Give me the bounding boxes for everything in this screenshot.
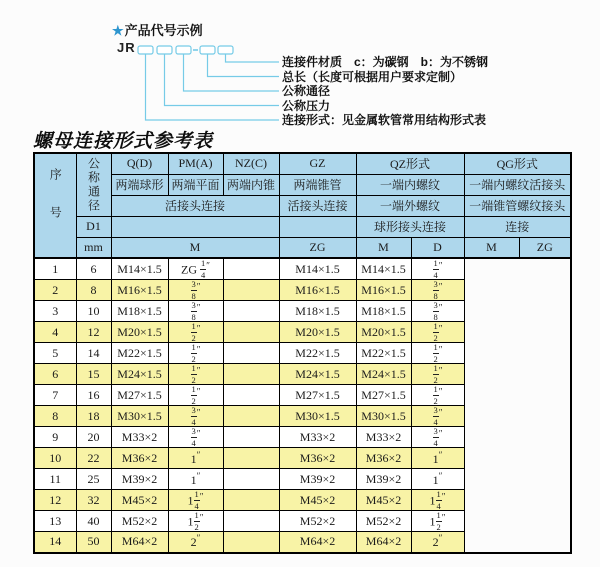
inch-mark: ″ bbox=[199, 491, 204, 502]
inch-mark: ″ bbox=[206, 260, 210, 271]
seq-cell: 10 bbox=[34, 448, 76, 469]
qg-zg-cell bbox=[411, 343, 464, 364]
qg-zg-cell bbox=[411, 322, 464, 343]
seq-header bbox=[34, 153, 76, 258]
qg-zg-cell: 1 $\frac{1}{4}$ ″ bbox=[411, 490, 464, 511]
qg-zg-cell: 1″ bbox=[411, 448, 464, 469]
m-thread-cell: M39×2 bbox=[111, 469, 168, 490]
fraction: $\frac{1}{2}$ bbox=[191, 363, 196, 385]
qg-m-cell: M18×1.5 bbox=[356, 301, 411, 322]
empty-header-cell bbox=[279, 216, 356, 237]
seq-cell: 12 bbox=[34, 490, 76, 511]
m-thread-cell: M52×2 bbox=[111, 511, 168, 532]
conn2-header-qg: 连接 bbox=[464, 216, 571, 237]
endtype-header-nzc: 两端内锥 bbox=[223, 174, 279, 195]
dn-header-label: 公称通径 bbox=[86, 156, 101, 213]
qz-d-cell: M16×1.5 bbox=[279, 280, 356, 301]
code-box bbox=[176, 46, 191, 54]
diagram-label-material: 连接件材质 c：为碳钢 b：为不锈钢 bbox=[282, 55, 489, 69]
conn-header-qz: 一端外螺纹 bbox=[356, 195, 464, 216]
qz-m-cell bbox=[223, 427, 279, 448]
m-thread-cell: M33×2 bbox=[111, 427, 168, 448]
leader-line bbox=[226, 54, 280, 62]
table-row bbox=[34, 258, 571, 280]
dn-cell: 16 bbox=[76, 385, 111, 406]
table-row bbox=[34, 469, 571, 490]
thread-header-qz-d: D bbox=[411, 237, 464, 258]
leader-line bbox=[208, 54, 280, 77]
inch-mark: ″ bbox=[438, 365, 443, 376]
qz-m-cell bbox=[223, 511, 279, 532]
gz-zg-cell bbox=[168, 343, 223, 364]
gz-zg-cell: 1″ bbox=[168, 469, 223, 490]
inch-mark: ″ bbox=[438, 428, 443, 439]
qz-d-cell: M20×1.5 bbox=[279, 322, 356, 343]
qz-m-cell bbox=[223, 322, 279, 343]
diagram-label-length: 总长（长度可根据用户要求定制） bbox=[282, 70, 463, 84]
fraction: $\frac{1}{2}$ bbox=[436, 510, 441, 532]
fraction: $\frac{3}{4}$ bbox=[433, 426, 438, 448]
d1-header: D1 bbox=[76, 216, 111, 237]
table-title: 螺母连接形式参考表 bbox=[33, 131, 214, 152]
fraction: $\frac{3}{8}$ bbox=[191, 279, 196, 301]
m-thread-cell: M30×1.5 bbox=[111, 406, 168, 427]
inch-mark: ″ bbox=[196, 302, 201, 313]
gz-zg-cell bbox=[168, 301, 223, 322]
inch-mark: ″ bbox=[196, 365, 201, 376]
fraction: $\frac{3}{4}$ bbox=[433, 405, 438, 427]
fraction: $\frac{1}{2}$ bbox=[191, 384, 196, 406]
qz-d-cell: M39×2 bbox=[279, 469, 356, 490]
qz-m-cell bbox=[223, 364, 279, 385]
reference-table bbox=[33, 152, 572, 554]
qg-zg-cell bbox=[411, 427, 464, 448]
thread-header-qg-m: M bbox=[464, 237, 519, 258]
m-thread-cell: M24×1.5 bbox=[111, 364, 168, 385]
qz-m-cell bbox=[223, 385, 279, 406]
qz-m-cell bbox=[223, 343, 279, 364]
qg-zg-cell bbox=[411, 406, 464, 427]
dn-cell: 40 bbox=[76, 511, 111, 532]
inch-mark: ″ bbox=[438, 407, 443, 418]
m-thread-cell: M64×2 bbox=[111, 532, 168, 553]
qz-d-cell: M18×1.5 bbox=[279, 301, 356, 322]
inch-mark: ″ bbox=[196, 533, 201, 544]
endtype-header-qd: 两端球形 bbox=[111, 174, 168, 195]
qg-m-cell: M20×1.5 bbox=[356, 322, 411, 343]
seq-cell: 9 bbox=[34, 427, 76, 448]
qz-m-cell bbox=[223, 490, 279, 511]
m-thread-cell: M27×1.5 bbox=[111, 385, 168, 406]
inch-mark: ″ bbox=[438, 302, 443, 313]
m-thread-cell: M36×2 bbox=[111, 448, 168, 469]
qg-m-cell: M16×1.5 bbox=[356, 280, 411, 301]
m-thread-cell: M16×1.5 bbox=[111, 280, 168, 301]
seq-cell: 1 bbox=[34, 258, 76, 280]
fraction: $\frac{3}{8}$ bbox=[433, 300, 438, 322]
qg-zg-cell bbox=[411, 301, 464, 322]
table-row bbox=[34, 532, 571, 553]
inch-mark: ″ bbox=[438, 470, 443, 481]
endtype-header-pma: 两端平面 bbox=[168, 174, 223, 195]
diagram-label-connection: 连接形式：见金属软管常用结构形式表 bbox=[282, 113, 487, 127]
endtype-header-qz: 一端内螺纹 bbox=[356, 174, 464, 195]
inch-mark: ″ bbox=[438, 281, 443, 292]
qz-d-cell: M33×2 bbox=[279, 427, 356, 448]
table-row bbox=[34, 490, 571, 511]
thread-header-qg-zg: ZG bbox=[519, 237, 571, 258]
gz-zg-cell: 1 $\frac{1}{4}$ ″ bbox=[168, 490, 223, 511]
fraction: $\frac{1}{2}$ bbox=[191, 321, 196, 343]
inch-mark: ″ bbox=[441, 512, 446, 523]
dn-cell: 22 bbox=[76, 448, 111, 469]
group-header-pma: PM(A) bbox=[168, 153, 223, 174]
seq-cell: 8 bbox=[34, 406, 76, 427]
conn-header-qg: 一端锥管螺纹接头 bbox=[464, 195, 571, 216]
dn-header bbox=[76, 153, 111, 216]
dn-cell: 6 bbox=[76, 258, 111, 280]
m-thread-cell: M20×1.5 bbox=[111, 322, 168, 343]
leader-line bbox=[184, 54, 280, 91]
qz-m-cell bbox=[223, 532, 279, 553]
qg-m-cell: M14×1.5 bbox=[356, 258, 411, 280]
seq-header-label: 序号 bbox=[48, 167, 63, 244]
leader-line bbox=[146, 54, 280, 120]
qg-zg-cell: 2″ bbox=[411, 532, 464, 553]
qg-zg-cell bbox=[411, 364, 464, 385]
endtype-header-qg: 一端内螺纹活接头 bbox=[464, 174, 571, 195]
fraction: $\frac{1}{4}$ bbox=[436, 489, 441, 511]
conn2-header-qz: 球形接头连接 bbox=[356, 216, 464, 237]
qg-m-cell: M45×2 bbox=[356, 490, 411, 511]
code-box bbox=[157, 46, 172, 54]
qg-m-cell: M33×2 bbox=[356, 427, 411, 448]
inch-mark: ″ bbox=[196, 449, 201, 460]
thread-header-qz-m: M bbox=[356, 237, 411, 258]
inch-mark: ″ bbox=[438, 533, 443, 544]
inch-mark: ″ bbox=[196, 386, 201, 397]
table-row bbox=[34, 343, 571, 364]
fraction: $\frac{1}{2}$ bbox=[433, 321, 438, 343]
qg-zg-cell: 1 $\frac{1}{2}$ ″ bbox=[411, 511, 464, 532]
qz-d-cell: M64×2 bbox=[279, 532, 356, 553]
qg-m-cell: M22×1.5 bbox=[356, 343, 411, 364]
seq-cell: 4 bbox=[34, 322, 76, 343]
m-thread-cell: M22×1.5 bbox=[111, 343, 168, 364]
code-box bbox=[138, 46, 153, 54]
qg-m-cell: M52×2 bbox=[356, 511, 411, 532]
inch-mark: ″ bbox=[196, 323, 201, 334]
qg-m-cell: M39×2 bbox=[356, 469, 411, 490]
qg-zg-cell bbox=[411, 258, 464, 280]
seq-cell: 13 bbox=[34, 511, 76, 532]
seq-cell: 2 bbox=[34, 280, 76, 301]
inch-mark: ″ bbox=[438, 449, 443, 460]
qz-d-cell: M45×2 bbox=[279, 490, 356, 511]
gz-zg-cell bbox=[168, 427, 223, 448]
qg-zg-cell bbox=[411, 385, 464, 406]
inch-mark: ″ bbox=[196, 407, 201, 418]
gz-zg-cell bbox=[168, 280, 223, 301]
group-header-qd: Q(D) bbox=[111, 153, 168, 174]
table-row bbox=[34, 427, 571, 448]
qg-m-cell: M36×2 bbox=[356, 448, 411, 469]
qg-zg-cell bbox=[411, 280, 464, 301]
qz-m-cell bbox=[223, 280, 279, 301]
qz-d-cell: M14×1.5 bbox=[279, 258, 356, 280]
inch-mark: ″ bbox=[196, 470, 201, 481]
qz-d-cell: M30×1.5 bbox=[279, 406, 356, 427]
dn-cell: 15 bbox=[76, 364, 111, 385]
fraction: $\frac{3}{8}$ bbox=[433, 279, 438, 301]
table-row bbox=[34, 364, 571, 385]
dn-cell: 14 bbox=[76, 343, 111, 364]
fraction: $\frac{1}{2}$ bbox=[433, 384, 438, 406]
code-box bbox=[200, 46, 215, 54]
diagram-label-diameter: 公称通径 bbox=[282, 84, 331, 98]
table-row bbox=[34, 406, 571, 427]
gz-zg-cell bbox=[168, 385, 223, 406]
fraction: $\frac{3}{4}$ bbox=[191, 426, 196, 448]
dn-cell: 25 bbox=[76, 469, 111, 490]
star-icon: ★ bbox=[112, 23, 124, 38]
product-code-prefix: JR bbox=[117, 40, 136, 55]
unit-header: mm bbox=[76, 237, 111, 258]
qz-d-cell: M27×1.5 bbox=[279, 385, 356, 406]
thread-header-m: M bbox=[111, 237, 279, 258]
dn-cell: 18 bbox=[76, 406, 111, 427]
conn-header-union1: 活接头连接 bbox=[111, 195, 279, 216]
fraction: $\frac{1}{2}$ bbox=[433, 363, 438, 385]
dn-cell: 12 bbox=[76, 322, 111, 343]
table-row bbox=[34, 448, 571, 469]
dn-cell: 10 bbox=[76, 301, 111, 322]
m-thread-cell: M18×1.5 bbox=[111, 301, 168, 322]
qz-d-cell: M24×1.5 bbox=[279, 364, 356, 385]
seq-cell: 3 bbox=[34, 301, 76, 322]
m-thread-cell: M45×2 bbox=[111, 490, 168, 511]
qg-m-cell: M27×1.5 bbox=[356, 385, 411, 406]
qz-m-cell bbox=[223, 406, 279, 427]
table-row bbox=[34, 322, 571, 343]
fraction: $\frac{3}{4}$ bbox=[191, 405, 196, 427]
seq-cell: 11 bbox=[34, 469, 76, 490]
fraction: $\frac{1}{4}$ bbox=[201, 258, 206, 280]
table-row bbox=[34, 511, 571, 532]
code-box bbox=[218, 46, 233, 54]
fraction: $\frac{3}{8}$ bbox=[191, 300, 196, 322]
gz-zg-cell: 1″ bbox=[168, 448, 223, 469]
seq-cell: 6 bbox=[34, 364, 76, 385]
diagram-heading bbox=[112, 20, 203, 39]
table-row bbox=[34, 385, 571, 406]
inch-mark: ″ bbox=[438, 386, 443, 397]
group-header-qg: QG形式 bbox=[464, 153, 571, 174]
inch-mark: ″ bbox=[196, 344, 201, 355]
gz-zg-cell bbox=[168, 322, 223, 343]
inch-mark: ″ bbox=[441, 491, 446, 502]
inch-mark: ″ bbox=[438, 323, 443, 334]
qg-m-cell: M64×2 bbox=[356, 532, 411, 553]
seq-cell: 5 bbox=[34, 343, 76, 364]
gz-zg-cell bbox=[168, 406, 223, 427]
fraction: $\frac{1}{2}$ bbox=[194, 510, 199, 532]
qz-d-cell: M36×2 bbox=[279, 448, 356, 469]
dn-cell: 8 bbox=[76, 280, 111, 301]
gz-zg-cell bbox=[168, 364, 223, 385]
dn-cell: 20 bbox=[76, 427, 111, 448]
fraction: $\frac{1}{2}$ bbox=[191, 342, 196, 364]
table-header bbox=[34, 153, 571, 258]
qz-d-cell: M22×1.5 bbox=[279, 343, 356, 364]
diagram-label-pressure: 公称压力 bbox=[282, 99, 331, 113]
qg-zg-cell: 1″ bbox=[411, 469, 464, 490]
group-header-qz: QZ形式 bbox=[356, 153, 464, 174]
dn-cell: 32 bbox=[76, 490, 111, 511]
qz-m-cell bbox=[223, 301, 279, 322]
qg-m-cell: M24×1.5 bbox=[356, 364, 411, 385]
inch-mark: ″ bbox=[196, 281, 201, 292]
fraction: $\frac{1}{4}$ bbox=[194, 489, 199, 511]
table-row bbox=[34, 280, 571, 301]
group-header-nzc: NZ(C) bbox=[223, 153, 279, 174]
qz-d-cell: M52×2 bbox=[279, 511, 356, 532]
qz-m-cell bbox=[223, 258, 279, 280]
qz-m-cell bbox=[223, 448, 279, 469]
conn-header-union2: 活接头连接 bbox=[279, 195, 356, 216]
qg-m-cell: M30×1.5 bbox=[356, 406, 411, 427]
thread-header-zg: ZG bbox=[279, 237, 356, 258]
inch-mark: ″ bbox=[199, 512, 204, 523]
inch-mark: ″ bbox=[196, 428, 201, 439]
m-thread-cell: M14×1.5 bbox=[111, 258, 168, 280]
fraction: $\frac{1}{4}$ bbox=[433, 258, 438, 280]
gz-zg-cell: 1 $\frac{1}{2}$ ″ bbox=[168, 511, 223, 532]
inch-mark: ″ bbox=[438, 260, 443, 271]
table-row bbox=[34, 301, 571, 322]
group-header-gz: GZ bbox=[279, 153, 356, 174]
table-body bbox=[34, 258, 571, 553]
seq-cell: 14 bbox=[34, 532, 76, 553]
fraction: $\frac{1}{2}$ bbox=[433, 342, 438, 364]
seq-cell: 7 bbox=[34, 385, 76, 406]
endtype-header-gz: 两端锥管 bbox=[279, 174, 356, 195]
qz-m-cell bbox=[223, 469, 279, 490]
empty-header-cell bbox=[111, 216, 279, 237]
gz-zg-cell: ZG $\frac{1}{4}$ ″ bbox=[168, 258, 223, 280]
inch-mark: ″ bbox=[438, 344, 443, 355]
diagram-heading-text: 产品代号示例 bbox=[124, 23, 203, 38]
gz-zg-cell: 2″ bbox=[168, 532, 223, 553]
dn-cell: 50 bbox=[76, 532, 111, 553]
